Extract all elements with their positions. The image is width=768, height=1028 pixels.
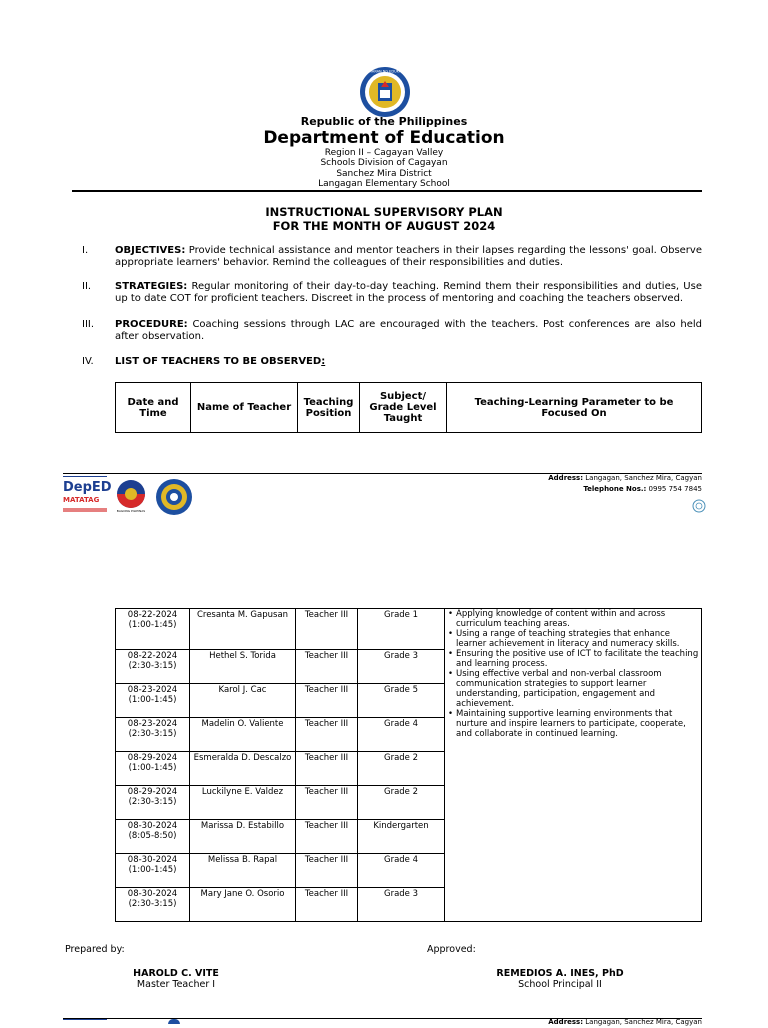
cell-teacher: Melissa B. Rapal	[190, 854, 296, 888]
cell-date: 08-23-2024 (2:30-3:15)	[116, 718, 190, 752]
header-date: Date and Time	[116, 383, 191, 433]
preparer-title: Master Teacher I	[136, 979, 216, 990]
table-row	[116, 609, 702, 650]
division-line: Schools Division of Cagayan	[320, 158, 448, 168]
section-text: :	[321, 356, 326, 367]
approved-label: Approved:	[427, 944, 476, 955]
matatag-text: MATATAG	[63, 496, 100, 504]
list-item: • Applying knowledge of content within and across curriculum teaching areas.	[456, 609, 699, 629]
header-teacher: Name of Teacher	[191, 383, 298, 433]
cell-date: 08-30-2024 (1:00-1:45)	[116, 854, 190, 888]
teachers-table-header	[115, 382, 702, 433]
prepared-label: Prepared by:	[65, 944, 125, 955]
cell-date: 08-22-2024 (2:30-3:15)	[116, 650, 190, 684]
cell-position: Teacher III	[296, 786, 358, 820]
seal-lettering: KAGAWARAN NG EDUKASYON	[359, 69, 411, 74]
section-number: III.	[82, 319, 95, 330]
section-number: II.	[82, 281, 92, 292]
republic-line: Republic of the Philippines	[300, 115, 468, 128]
list-item: • Using effective verbal and non-verbal classroom communication strategies to support learner understanding, participation, engagement and achievement.	[456, 669, 699, 709]
section-number: IV.	[82, 356, 94, 367]
plan-title-line1: INSTRUCTIONAL SUPERVISORY PLAN	[265, 205, 503, 219]
list-item: • Using a range of teaching strategies that enhance learner achievement in literacy and numeracy skills.	[456, 629, 699, 649]
section-text: Provide technical assistance and mentor teachers in their lapses regarding the lessons' goal. Observe appropriate learners' behavior. Remind the colleagues of their responsibilities and duties.	[115, 245, 702, 268]
cell-grade: Grade 3	[358, 650, 445, 684]
deped-seal-icon	[359, 66, 411, 118]
cell-position: Teacher III	[296, 888, 358, 922]
phone-value: 0995 754 7845	[646, 485, 702, 493]
deped-matatag-logo	[63, 476, 112, 516]
cell-grade: Grade 3	[358, 888, 445, 922]
cell-grade: Grade 2	[358, 786, 445, 820]
plan-title	[0, 205, 768, 233]
cell-date: 08-30-2024 (2:30-3:15)	[116, 888, 190, 922]
cell-date: 08-29-2024 (2:30-3:15)	[116, 786, 190, 820]
header-subject: Subject/ Grade Level Taught	[360, 383, 447, 433]
cell-teacher: Cresanta M. Gapusan	[190, 609, 296, 650]
footer-address	[548, 473, 702, 495]
section-strategies	[82, 281, 702, 307]
cell-position: Teacher III	[296, 820, 358, 854]
section-number: I.	[82, 245, 89, 256]
bagong-pilipinas-logo	[113, 478, 149, 514]
section-label: OBJECTIVES:	[115, 245, 186, 256]
cell-position: Teacher III	[296, 650, 358, 684]
cell-position: Teacher III	[296, 718, 358, 752]
school-line: Langagan Elementary School	[318, 179, 450, 189]
plan-title-line2: FOR THE MONTH OF AUGUST 2024	[272, 219, 496, 233]
header-position: Teaching Position	[298, 383, 360, 433]
list-item: • Maintaining supportive learning environments that nurture and inspire learners to participate, cooperate, and collaborate in continued learning.	[456, 709, 699, 739]
cell-position: Teacher III	[296, 854, 358, 888]
section-label: STRATEGIES:	[115, 281, 188, 292]
cell-grade: Grade 2	[358, 752, 445, 786]
section-label: PROCEDURE:	[115, 319, 188, 330]
division-seal-clipped-icon	[168, 1019, 180, 1024]
cell-teacher: Marissa D. Estabillo	[190, 820, 296, 854]
cell-grade: Grade 4	[358, 854, 445, 888]
cell-position: Teacher III	[296, 752, 358, 786]
cell-date: 08-22-2024 (1:00-1:45)	[116, 609, 190, 650]
cell-grade: Grade 5	[358, 684, 445, 718]
bagong-pilipinas-text: BAGONG PILIPINAS	[116, 509, 146, 513]
section-text: Regular monitoring of their day-to-day teaching. Remind them their responsibilities and duties, Use up to date COT for proficient teachers. Discreet in the process of mentoring and coaching the teachers observed.	[115, 281, 702, 304]
cell-date: 08-30-2024 (8:05-8:50)	[116, 820, 190, 854]
district-line: Sanchez Mira District	[336, 169, 432, 179]
cell-teacher: Karol J. Cac	[190, 684, 296, 718]
cell-teacher: Hethel S. Torida	[190, 650, 296, 684]
cell-teacher: Esmeralda D. Descalzo	[190, 752, 296, 786]
preparer-block	[100, 968, 252, 990]
section-procedure	[82, 319, 702, 345]
teachers-table	[115, 608, 702, 922]
preparer-name: HAROLD C. VITE	[133, 968, 219, 979]
cell-grade: Kindergarten	[358, 820, 445, 854]
department-title: Department of Education	[263, 128, 505, 148]
parameter-list	[447, 609, 699, 739]
cell-position: Teacher III	[296, 609, 358, 650]
section-objectives	[82, 245, 702, 271]
approver-block	[470, 968, 650, 990]
cell-teacher: Mary Jane O. Osorio	[190, 888, 296, 922]
deped-logo-clipped	[63, 1019, 107, 1020]
approver-name: REMEDIOS A. INES, PhD	[496, 968, 624, 979]
approver-title: School Principal II	[518, 979, 602, 990]
cell-date: 08-29-2024 (1:00-1:45)	[116, 752, 190, 786]
cell-teacher: Luckilyne E. Valdez	[190, 786, 296, 820]
cell-parameters	[445, 609, 702, 922]
cell-teacher: Madelin O. Valiente	[190, 718, 296, 752]
phone-label: Telephone Nos.:	[583, 485, 647, 493]
cell-date: 08-23-2024 (1:00-1:45)	[116, 684, 190, 718]
list-item: • Ensuring the positive use of ICT to facilitate the teaching and learning process.	[456, 649, 699, 669]
region-line: Region II – Cagayan Valley	[324, 148, 444, 158]
header-divider	[72, 190, 702, 192]
certification-icon	[692, 498, 706, 512]
footer-address-bottom: Address: Langagan, Sanchez Mira, Cagyan	[548, 1018, 702, 1026]
division-seal-icon	[155, 478, 193, 516]
deped-logo-text: DepED	[63, 480, 112, 495]
section-label: LIST OF TEACHERS TO BE OBSERVED	[115, 356, 322, 367]
section-list	[82, 356, 702, 370]
cell-position: Teacher III	[296, 684, 358, 718]
cell-grade: Grade 4	[358, 718, 445, 752]
address-value: Langagan, Sanchez Mira, Cagyan	[583, 474, 702, 482]
address-label: Address:	[548, 474, 584, 482]
section-text: Coaching sessions through LAC are encouraged with the teachers. Post conferences are also held after observation.	[115, 319, 702, 342]
header-parameter: Teaching-Learning Parameter to be Focused On	[447, 383, 702, 433]
cell-grade: Grade 1	[358, 609, 445, 650]
